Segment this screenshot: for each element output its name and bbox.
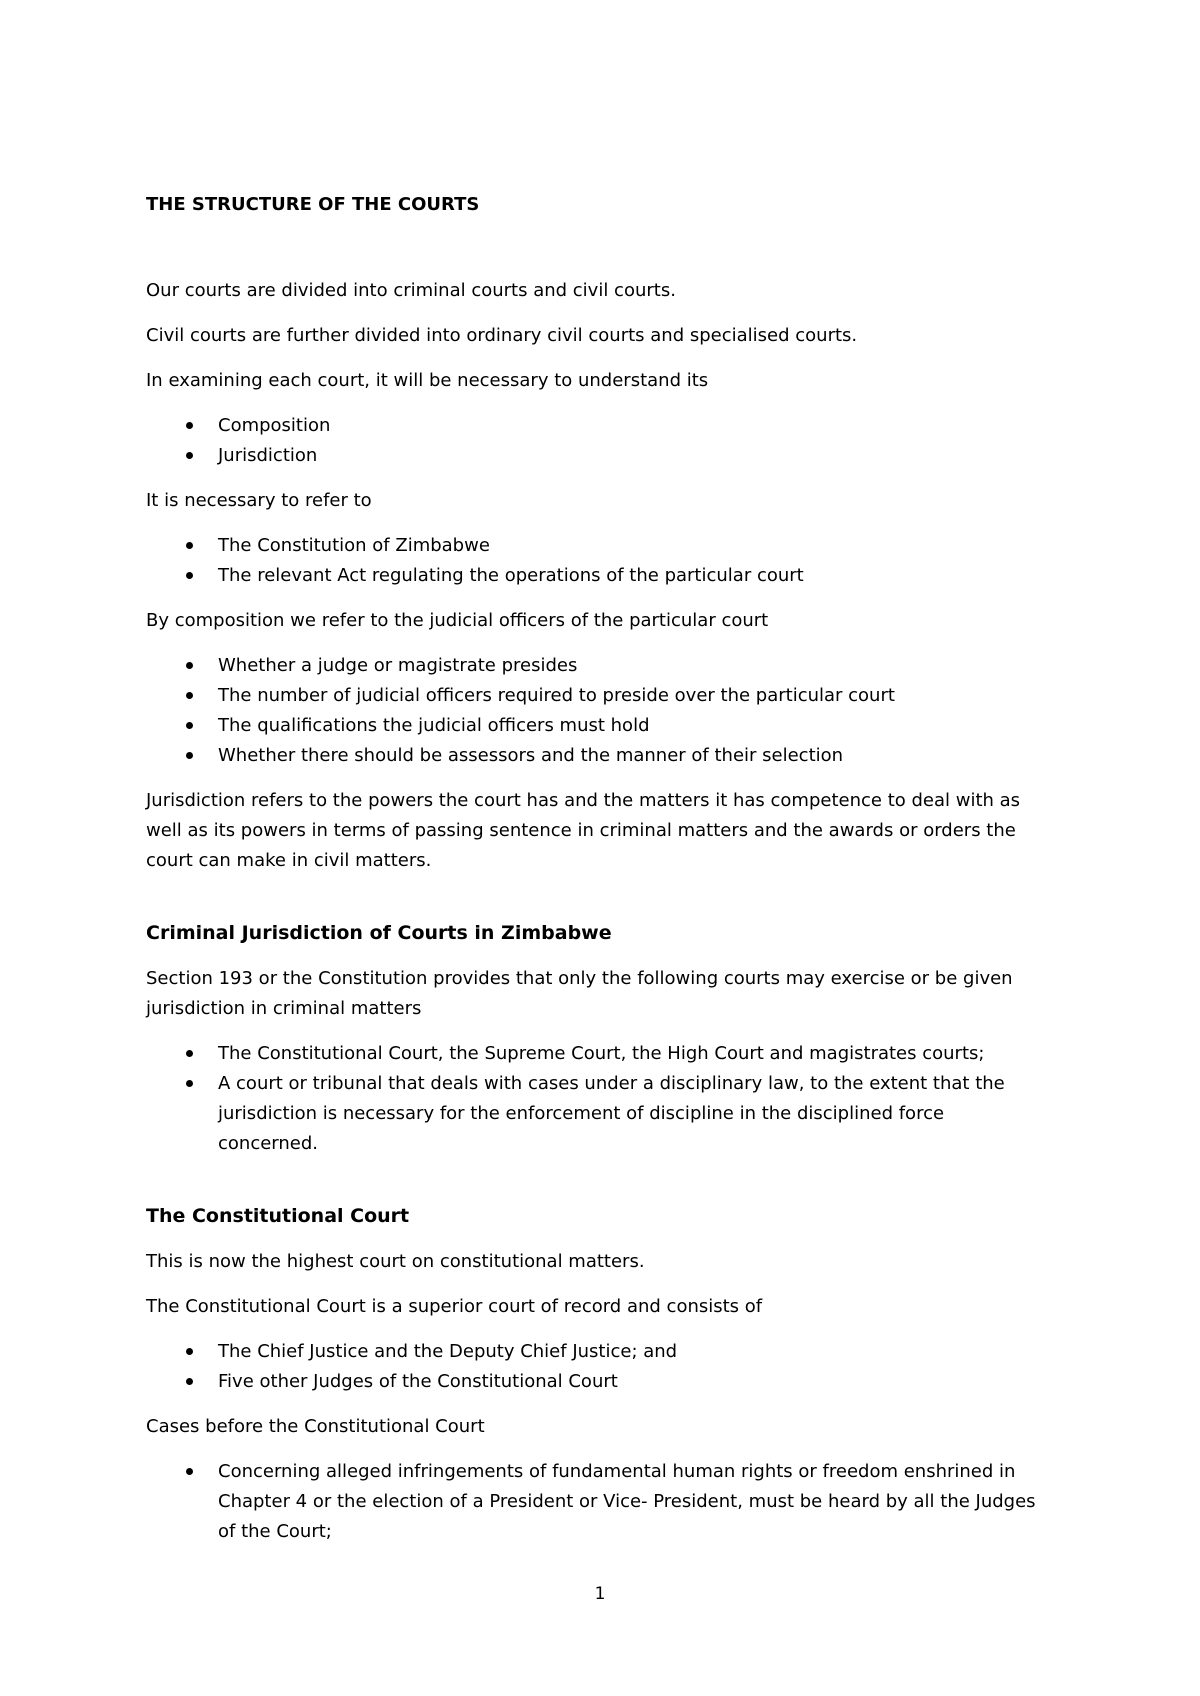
criminal-intro: Section 193 or the Constitution provides that only the following courts may exercise or be given jurisdiction in criminal matters (146, 968, 1013, 1019)
intro-paragraph: Our courts are divided into criminal courts and civil courts. (146, 280, 676, 301)
list-item (146, 711, 1046, 741)
bullet-icon (186, 752, 193, 759)
list-item-text: The qualifications the judicial officers must hold (218, 715, 650, 736)
bullet-icon (186, 662, 193, 669)
page-number: 1 (594, 1584, 606, 1604)
list-item (146, 561, 1046, 591)
list-item (146, 1039, 1046, 1069)
document-page (146, 190, 1046, 1562)
list-item (146, 531, 1046, 561)
bullet-icon (186, 1080, 193, 1087)
list-item-text: The Chief Justice and the Deputy Chief Justice; and (218, 1341, 678, 1362)
examine-list (146, 411, 1046, 471)
bullet-icon (186, 452, 193, 459)
criminal-jurisdiction-heading: Criminal Jurisdiction of Courts in Zimbabwe (146, 922, 612, 944)
bullet-icon (186, 572, 193, 579)
list-item-text: Whether a judge or magistrate presides (218, 655, 578, 676)
constitutional-paragraph: The Constitutional Court is a superior court of record and consists of (146, 1296, 763, 1317)
list-item (146, 441, 1046, 471)
cases-intro: Cases before the Constitutional Court (146, 1416, 485, 1437)
list-item (146, 1069, 1046, 1159)
bullet-icon (186, 1348, 193, 1355)
list-item-text: A court or tribunal that deals with cases under a disciplinary law, to the extent that the jurisdiction is necessary for the enforcement of discipline in the disciplined force concerned. (218, 1073, 1005, 1154)
list-item-text: The number of judicial officers required to preside over the particular court (218, 685, 895, 706)
list-item-text: Whether there should be assessors and the manner of their selection (218, 745, 844, 766)
list-item (146, 1457, 1046, 1547)
intro-paragraph: In examining each court, it will be necessary to understand its (146, 370, 709, 391)
list-item-text: The relevant Act regulating the operations of the particular court (218, 565, 804, 586)
list-item (146, 741, 1046, 771)
list-item (146, 1367, 1046, 1397)
list-item-text: Concerning alleged infringements of fundamental human rights or freedom enshrined in Chapter 4 or the election of a President or Vice- President, must be heard by all the Judges of the Court; (218, 1461, 1036, 1542)
constitutional-composition-list (146, 1337, 1046, 1397)
intro-paragraph: Civil courts are further divided into ordinary civil courts and specialised courts. (146, 325, 858, 346)
list-item-text: Five other Judges of the Constitutional Court (218, 1371, 618, 1392)
jurisdiction-definition: Jurisdiction refers to the powers the court has and the matters it has competence to deal with as well as its powers in terms of passing sentence in criminal matters and the awards or orders the court can make in civil matters. (146, 790, 1021, 871)
refer-list (146, 531, 1046, 591)
constitutional-court-heading: The Constitutional Court (146, 1205, 410, 1227)
list-item-text: Composition (218, 415, 331, 436)
bullet-icon (186, 1050, 193, 1057)
constitutional-paragraph: This is now the highest court on constitutional matters. (146, 1251, 645, 1272)
list-item-text: The Constitution of Zimbabwe (218, 535, 490, 556)
list-item-text: Jurisdiction (218, 445, 318, 466)
document-title: THE STRUCTURE OF THE COURTS (146, 194, 480, 215)
list-item (146, 1337, 1046, 1367)
list-item-text: The Constitutional Court, the Supreme Court, the High Court and magistrates courts; (218, 1043, 985, 1064)
bullet-icon (186, 722, 193, 729)
composition-intro: By composition we refer to the judicial officers of the particular court (146, 610, 769, 631)
list-item (146, 651, 1046, 681)
bullet-icon (186, 1468, 193, 1475)
composition-list (146, 651, 1046, 771)
list-item (146, 681, 1046, 711)
bullet-icon (186, 542, 193, 549)
refer-intro: It is necessary to refer to (146, 490, 372, 511)
bullet-icon (186, 692, 193, 699)
cases-list (146, 1457, 1046, 1547)
list-item (146, 411, 1046, 441)
bullet-icon (186, 422, 193, 429)
bullet-icon (186, 1378, 193, 1385)
criminal-courts-list (146, 1039, 1046, 1159)
